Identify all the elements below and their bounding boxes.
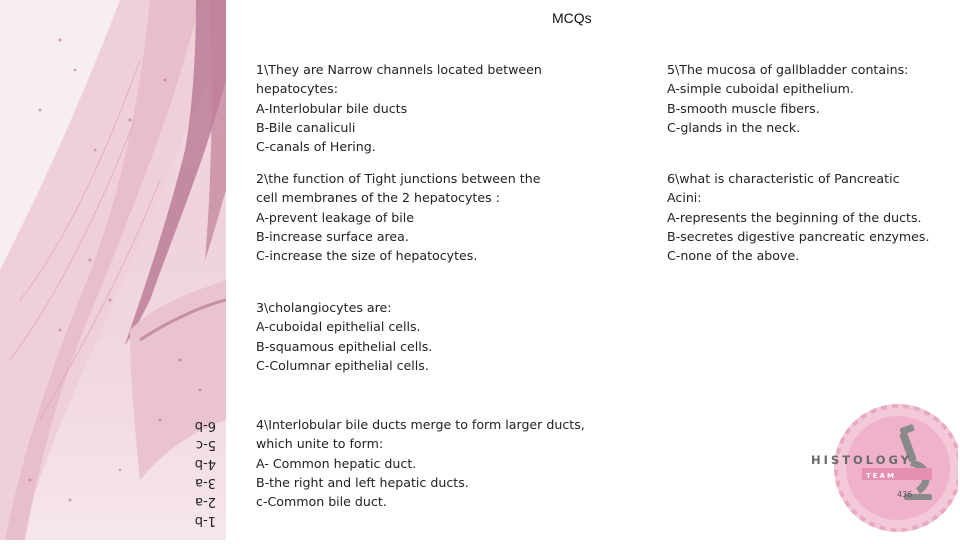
option-line: B-smooth muscle fibers. (667, 100, 820, 116)
logo-subtext: TEAM (866, 472, 896, 480)
option-line: B-squamous epithelial cells. (256, 338, 433, 354)
answer-key-item: 5-c (195, 437, 216, 452)
option-line: A-prevent leakage of bile (256, 209, 415, 225)
logo-text: HISTOLOGY (811, 453, 913, 467)
question-line: 2\the function of Tight junctions between the (256, 171, 541, 186)
logo-graphic (808, 402, 958, 540)
option-line: B-increase surface area. (256, 228, 409, 244)
question-2 (256, 169, 540, 265)
option-line: A-represents the beginning of the ducts. (667, 209, 922, 225)
question-line: 5\The mucosa of gallbladder contains: (667, 62, 909, 77)
option-line: C-Columnar epithelial cells. (256, 357, 429, 373)
question-line: 1\They are Narrow channels located between (256, 62, 542, 77)
question-line: 6\what is characteristic of Pancreatic (667, 171, 900, 186)
question-line: hepatocytes: (256, 81, 338, 97)
answer-key-item: 4-b (194, 456, 216, 471)
answer-key (176, 400, 216, 530)
answer-key-item: 2-a (195, 494, 216, 509)
question-line: 3\cholangiocytes are: (256, 300, 392, 315)
option-line: C-none of the above. (667, 248, 800, 264)
answer-key-item: 3-a (195, 475, 216, 490)
question-1 (256, 60, 542, 156)
question-6 (667, 169, 929, 265)
option-line: C-increase the size of hepatocytes. (256, 248, 478, 264)
option-line: C-glands in the neck. (667, 119, 801, 135)
question-4 (256, 415, 585, 511)
question-line: which unite to form: (256, 436, 384, 452)
option-line: A-Interlobular bile ducts (256, 100, 408, 116)
option-line: A-simple cuboidal epithelium. (667, 81, 854, 97)
question-5 (667, 60, 908, 137)
option-line: B-the right and left hepatic ducts. (256, 474, 469, 490)
question-line: 4\Interlobular bile ducts merge to form larger ducts, (256, 417, 585, 432)
question-line: cell membranes of the 2 hepatocytes : (256, 190, 500, 206)
histology-team-logo (808, 402, 958, 540)
slide-title: MCQs (552, 10, 592, 26)
answer-key-item: 6-b (194, 418, 216, 433)
question-3 (256, 298, 432, 375)
question-line: Acini: (667, 190, 702, 206)
answer-key-item: 1-b (194, 513, 216, 528)
histology-image (0, 0, 226, 540)
option-line: B-secretes digestive pancreatic enzymes. (667, 228, 930, 244)
logo-number: 436 (897, 490, 913, 499)
option-line: A-cuboidal epithelial cells. (256, 319, 421, 335)
option-line: A- Common hepatic duct. (256, 455, 417, 471)
option-line: c-Common bile duct. (256, 494, 387, 510)
option-line: C-canals of Hering. (256, 139, 376, 155)
option-line: B-Bile canaliculi (256, 119, 356, 135)
